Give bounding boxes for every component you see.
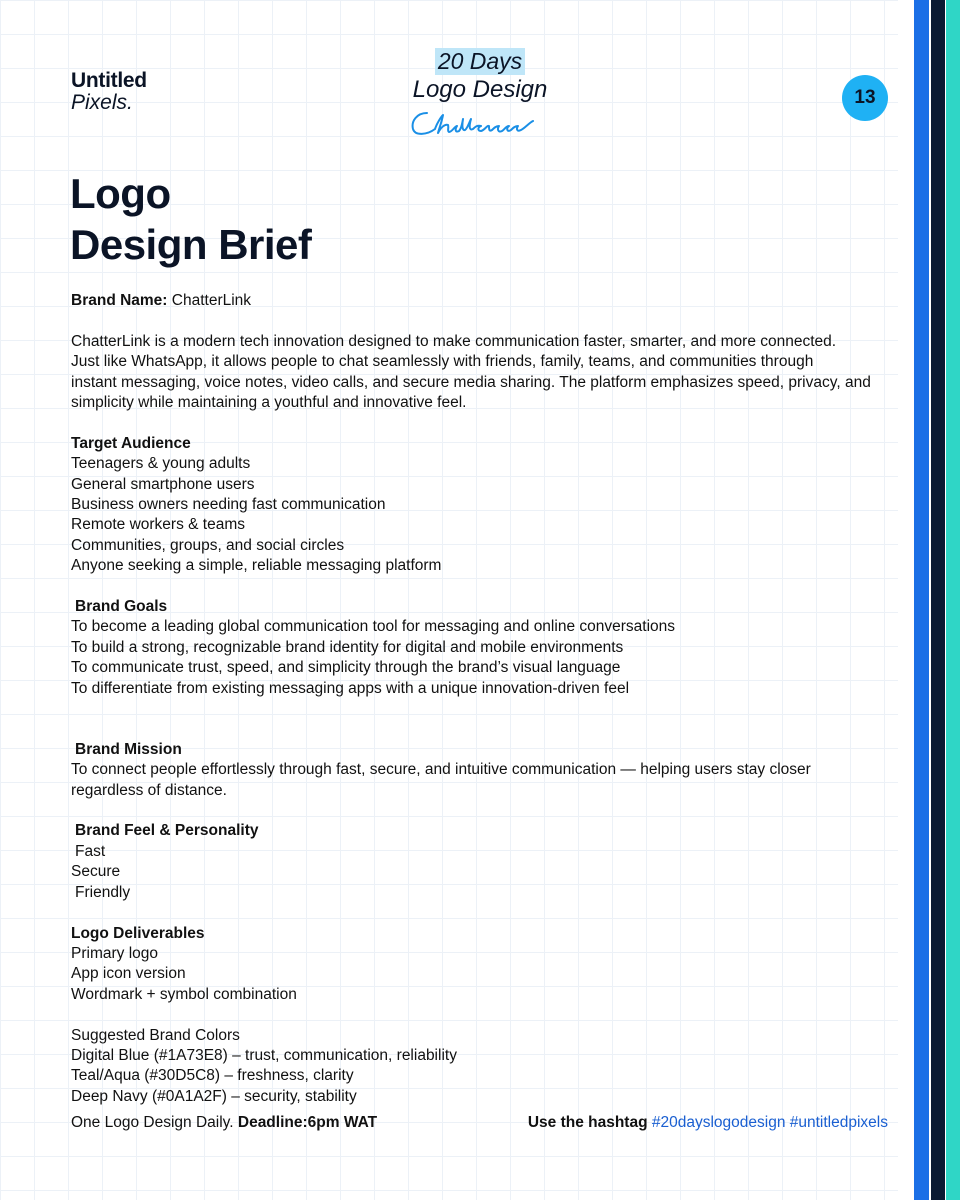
goal-item: To differentiate from existing messaging apps with a unique innovation-driven feel [71, 679, 630, 697]
goal-item: To build a strong, recognizable brand identity for digital and mobile environments [71, 638, 624, 656]
mission-line: regardless of distance. [71, 781, 227, 799]
title-line1: Logo [70, 170, 171, 217]
audience-item: Remote workers & teams [71, 516, 245, 534]
brand-line1: Untitled [71, 69, 147, 92]
description-line: ChatterLink is a modern tech innovation designed to make communication faster, smarter, and more connected. [71, 332, 837, 350]
goal-item: To communicate trust, speed, and simplicity through the brand’s visual language [71, 659, 621, 677]
feel-item: Fast [75, 842, 106, 860]
mission-line: To connect people effortlessly through fast, secure, and intuitive communication — helping users stay closer [71, 761, 811, 779]
stripe-teal [946, 0, 960, 1200]
title-line2: Design Brief [70, 221, 312, 268]
page-title [70, 168, 311, 270]
challenge-days: 20 Days [435, 48, 525, 75]
footer-hashtags [528, 1113, 888, 1133]
description-line: simplicity while maintaining a youthful and innovative feel. [71, 394, 467, 412]
hashtag-label: Use the hashtag [527, 1114, 648, 1131]
deadline-text: Deadline:6pm WAT [237, 1114, 378, 1131]
brand-line2-text: Pixels [71, 91, 128, 114]
audience-item: Anyone seeking a simple, reliable messaging platform [71, 557, 442, 575]
hashtag-links[interactable]: #20dayslogodesign #untitledpixels [651, 1114, 888, 1131]
brand-name-row [71, 291, 901, 311]
side-stripes [898, 0, 960, 1200]
brand-colors-heading: Suggested Brand Colors [71, 1026, 240, 1044]
description-line: instant messaging, voice notes, video calls, and secure media sharing. The platform emphasizes speed, privacy, and [71, 373, 871, 391]
challenge-script-signature [405, 105, 555, 139]
brand-feel-heading: Brand Feel & Personality [75, 822, 259, 840]
brand-logo [71, 70, 147, 114]
feel-item: Friendly [75, 883, 131, 901]
audience-item: Communities, groups, and social circles [71, 536, 345, 554]
brand-goals-heading: Brand Goals [75, 598, 168, 616]
page-number-badge: 13 [842, 75, 888, 121]
deliverable-item: App icon version [71, 965, 186, 983]
deliverable-item: Primary logo [71, 944, 158, 962]
stripe-navy [931, 0, 945, 1200]
brand-name-value: ChatterLink [171, 292, 252, 309]
challenge-title: Logo Design [412, 76, 548, 103]
deliverable-item: Wordmark + symbol combination [71, 985, 297, 1003]
daily-text: One Logo Design Daily. [71, 1114, 234, 1131]
footer-daily [71, 1113, 377, 1133]
target-audience-heading: Target Audience [71, 434, 191, 452]
color-item: Teal/Aqua (#30D5C8) – freshness, clarity [71, 1067, 354, 1085]
color-item: Digital Blue (#1A73E8) – trust, communication, reliability [71, 1046, 457, 1064]
goal-item: To become a leading global communication tool for messaging and online conversations [71, 618, 676, 636]
brief-content [71, 291, 901, 1107]
description-line: Just like WhatsApp, it allows people to chat seamlessly with friends, family, teams, and communities through [71, 353, 814, 371]
audience-item: General smartphone users [71, 475, 255, 493]
brand-mission-heading: Brand Mission [75, 740, 182, 758]
brand-name-label: Brand Name: [71, 292, 168, 309]
stripe-blue [914, 0, 930, 1200]
color-item: Deep Navy (#0A1A2F) – security, stability [71, 1087, 357, 1105]
challenge-badge [398, 48, 562, 139]
audience-item: Teenagers & young adults [71, 455, 251, 473]
feel-item: Secure [71, 863, 121, 881]
brand-line2 [71, 92, 147, 114]
audience-item: Business owners needing fast communication [71, 496, 386, 514]
deliverables-heading: Logo Deliverables [71, 924, 205, 942]
brand-dot: . [127, 91, 133, 114]
